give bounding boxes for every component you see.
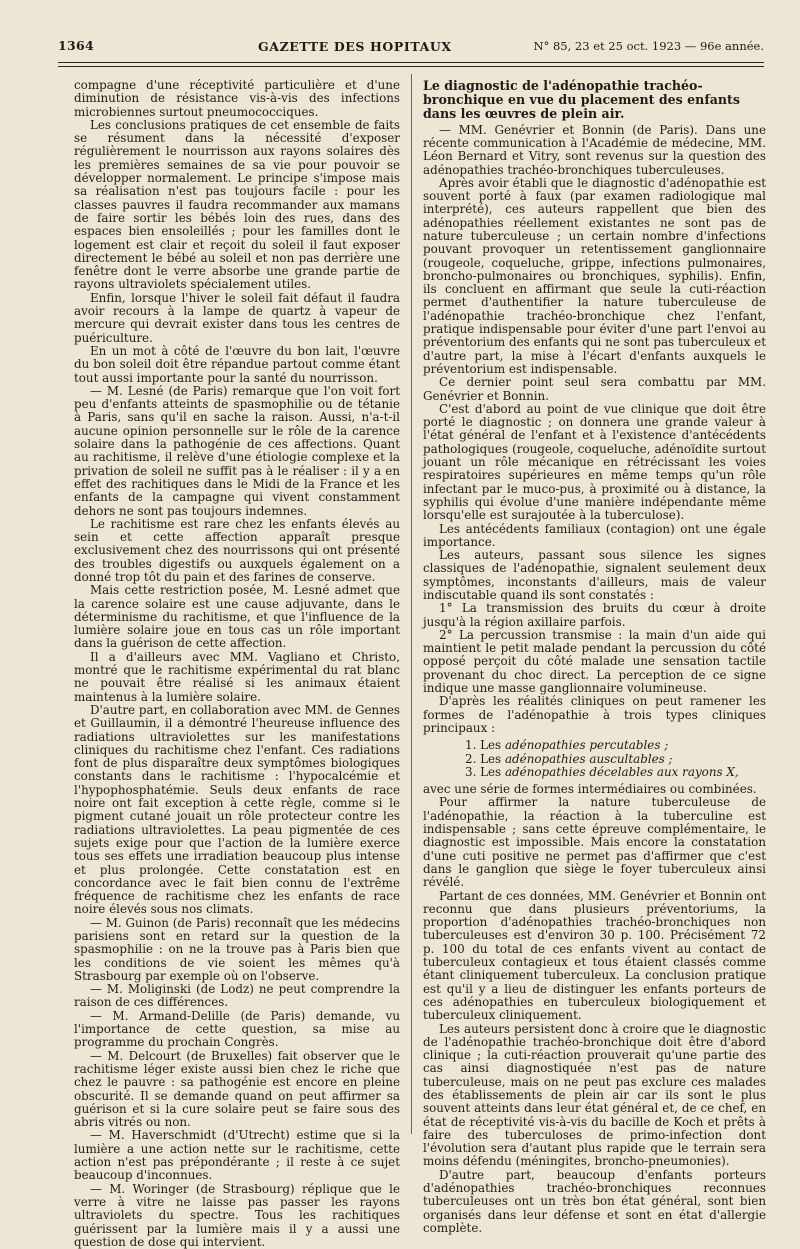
right-column bbox=[423, 78, 766, 1235]
list-item-number: 2. Les bbox=[465, 751, 502, 766]
header-rule-top bbox=[58, 62, 764, 63]
paragraph: Enfin, lorsque l'hiver le soleil fait défaut il faudra avoir recours à la lampe de quartz à vapeur de mercure qui devrait exister dans tous les centres de puériculture. bbox=[74, 290, 400, 345]
paragraph: Les antécédents familiaux (contagion) ont une égale importance. bbox=[423, 521, 766, 549]
running-header bbox=[58, 32, 764, 58]
page-number: 1364 bbox=[58, 38, 94, 53]
paragraph: Partant de ces données, MM. Genévrier et Bonnin ont reconnu que dans plusieurs préventoriums, la proportion d'adénopathies trachéo-bronchiques non tuberculeuses est d'environ 30 p. 100. Précisément 72 p. 100 du total de ces enfants vivent au contact de tuberculeux contagieux et tous étaient classés comme étant cliniquement tuberculeux. La conclusion pratique est qu'il y a lieu de distinguer les enfants porteurs de ces adénopathies en tuberculeux biologiquement et tuberculeux cliniquement. bbox=[423, 888, 766, 1023]
paragraph: Mais cette restriction posée, M. Lesné admet que la carence solaire est une cause adjuvante, dans le déterminisme du rachitisme, et que l'influence de la lumière solaire joue en tous cas un rôle important dans la guérison de cette affection. bbox=[74, 583, 400, 651]
header-rule-bottom bbox=[58, 66, 764, 67]
paragraph: D'autre part, beaucoup d'enfants porteurs d'adénopathies trachéo-bronchiques reconnues tuberculeuses ont un très bon état général, sont bien organisés dans leur défense et sont en état d'allergie complète. bbox=[423, 1167, 766, 1235]
paragraph: D'autre part, en collaboration avec MM. de Gennes et Guillaumin, il a démontré l'heureuse influence des radiations ultraviolettes sur les manifestations cliniques du rachitisme chez l'enfant. Ces radiations font de plus disparaître deux symptômes biologiques constants dans le rachitisme : l'hypocalcémie et l'hypophosphatémie. Seuls deux enfants de race noire ont fait exception à cette règle, comme si le pigment cutané jouait un rôle protecteur contre les radiations ultraviolettes. La peau pigmentée de ces sujets exige pour que l'action de la lumière exerce tous ses effets une irradiation beaucoup plus intense et plus prolongée. Cette constatation est en concordance avec le fait bien connu de l'extrême fréquence de rachitisme chez les enfants de race noire élevés sous nos climats. bbox=[74, 702, 400, 917]
paragraph: D'après les réalités cliniques on peut ramener les formes de l'adénopathie à trois types cliniques principaux : bbox=[423, 694, 766, 735]
paragraph: Il a d'ailleurs avec MM. Vagliano et Christo, montré que le rachitisme expérimental du rat blanc ne pouvait être réalisé si les animaux étaient maintenus à la lumière solaire. bbox=[74, 649, 400, 704]
paragraph: — MM. Genévrier et Bonnin (de Paris). Dans une récente communication à l'Académie de médecine, MM. Léon Bernard et Vitry, sont revenus sur la question des adénopathies trachéo-bronchiques tuberculeuses. bbox=[423, 122, 766, 177]
paragraph: — M. Delcourt (de Bruxelles) fait observer que le rachitisme léger existe aussi bien chez le riche que chez le pauvre : sa pathogénie est encore en pleine obscurité. Il se demande quand on peut affirmer sa guérison et si la cure solaire peut se faire sous des abris vitrés ou non. bbox=[74, 1048, 400, 1130]
paragraph: compagne d'une réceptivité particulière et d'une diminution de résistance vis-à-vis des infections microbiennes surtout pneumococciques. bbox=[74, 78, 400, 119]
list-item-number: 3. Les bbox=[465, 764, 502, 779]
paragraph: Le rachitisme est rare chez les enfants élevés au sein et cette affection apparaît presque exclusivement chez des nourrissons qui ont présenté des troubles digestifs ou auxquels également on a donné trop tôt du pain et des farines de conserve. bbox=[74, 516, 400, 584]
paragraph: Pour affirmer la nature tuberculeuse de l'adénopathie, la réaction à la tuberculine est indispensable ; sans cette épreuve complémentaire, le diagnostic est impossible. Mais encore la constatation d'une cuti positive ne permet pas d'affirmer que c'est dans le ganglion que siège le foyer tuberculeux ainsi révélé. bbox=[423, 795, 766, 890]
list-item bbox=[465, 739, 766, 752]
paragraph: Les conclusions pratiques de cet ensemble de faits se résument dans la nécessité d'exposer régulièrement le nourrisson aux rayons solaires dès les premières semaines de sa vie pour pouvoir se développer normalement. Le principe s'impose mais sa réalisation n'est pas toujours facile : pour les classes pauvres il faudra recommander aux mamans de faire sortir les bébés loin des rues, dans des espaces bien ensoleillés ; pour les familles dont le logement est clair et reçoit du soleil il faut exposer directement le bébé au soleil et non pas derrière une fenêtre dont le verre absorbe une grande partie de rayons ultraviolets spécialement utiles. bbox=[74, 117, 400, 292]
list-item-text: adénopathies percutables ; bbox=[504, 738, 669, 753]
paragraph: Les auteurs, passant sous silence les signes classiques de l'adénopathie, signalent seulement deux symptômes, inconstants d'ailleurs, mais de valeur indiscutable quand ils sont constatés : bbox=[423, 548, 766, 602]
journal-title: GAZETTE DES HOPITAUX bbox=[258, 39, 452, 54]
paragraph: Ce dernier point seul sera combattu par MM. Genévrier et Bonnin. bbox=[423, 375, 766, 403]
list-item-text: adénopathies auscultables ; bbox=[504, 751, 673, 766]
list-item bbox=[465, 753, 766, 766]
clinical-types-list bbox=[423, 739, 766, 779]
paragraph: — M. Guinon (de Paris) reconnaît que les médecins parisiens sont en retard sur la question de la spasmophilie : on ne la trouve pas à Paris bien que les conditions de vie soient les mêmes qu'à Strasbourg par exemple où on l'observe. bbox=[74, 915, 400, 983]
list-item bbox=[465, 766, 766, 779]
paragraph: — M. Woringer (de Strasbourg) réplique que le verre à vitre ne laisse pas passer les rayons ultraviolets du spectre. Tous les rachitiques guérissent par la lumière mais il y a aussi une question de dose qui intervient. bbox=[74, 1181, 400, 1249]
paragraph: En un mot à côté de l'œuvre du bon lait, l'œuvre du bon soleil doit être répandue partout comme étant tout aussi importante pour la santé du nourrisson. bbox=[74, 343, 400, 385]
left-column bbox=[74, 78, 400, 1249]
paragraph: C'est d'abord au point de vue clinique que doit être porté le diagnostic ; on donnera une grande valeur à l'état général de l'enfant et à l'existence d'antécédents pathologiques (rougeole, coqueluche, adénoïdite surtout jouant un rôle mécanique en rétrécissant les voies respiratoires supérieures en même temps qu'un rôle infectant par le muco-pus, à proximité ou à distance, la syphilis qui évolue d'une manière indépendante même lorsqu'elle est surajoutée à la tuberculose). bbox=[423, 401, 766, 523]
issue-info: N° 85, 23 et 25 oct. 1923 — 96e année. bbox=[533, 39, 764, 53]
paragraph: avec une série de formes intermédiaires ou combinées. bbox=[423, 782, 757, 797]
paragraph: Les auteurs persistent donc à croire que le diagnostic de l'adénopathie trachéo-bronchique doit être d'abord clinique ; la cuti-réaction prouverait qu'une partie des cas ainsi diagnostiquée n'est pas de nature tuberculeuse, mais on ne peut pas exclure ces malades des établissements de plein air car ils sont le plus souvent atteints dans leur état général et, de ce chef, en état de réceptivité vis-à-vis du bacille de Koch et prêts à faire des tuberculoses de primo-infection dont l'évolution sera d'autant plus rapide que le terrain sera moins défendu (méningites, broncho-pneumonies). bbox=[423, 1021, 766, 1169]
list-item-text: adénopathies décelables aux rayons X, bbox=[504, 764, 739, 779]
article-heading: Le diagnostic de l'adénopathie trachéo-bronchique en vue du placement des enfants dans les œuvres de plein air. bbox=[423, 78, 740, 122]
paragraph: — M. Haverschmidt (d'Utrecht) estime que si la lumière a une action nette sur le rachitisme, cette action n'est pas prépondérante ; il reste à ce sujet beaucoup d'inconnues. bbox=[74, 1128, 400, 1183]
list-item-number: 1. Les bbox=[465, 738, 502, 753]
paragraph: 1° La transmission des bruits du cœur à droite jusqu'à la région axillaire parfois. bbox=[423, 601, 766, 629]
paragraph: — M. Moliginski (de Lodz) ne peut comprendre la raison de ces différences. bbox=[74, 982, 400, 1010]
column-separator bbox=[411, 74, 412, 1134]
paragraph: — M. Lesné (de Paris) remarque que l'on voit fort peu d'enfants atteints de spasmophilie ou de tétanie à Paris, sans qu'il en sache la raison. Aussi, n'a-t-il aucune opinion personnelle sur le rôle de la carence solaire dans la pathogénie de ces affections. Quant au rachitisme, il relève d'une étiologie complexe et la privation de soleil ne suffit pas à le réaliser : il y a en effet des rachitiques dans le Midi de la France et les enfants de la campagne qui vivent constamment dehors ne sont pas toujours indemnes. bbox=[74, 383, 400, 518]
paragraph: 2° La percussion transmise : la main d'un aide qui maintient le petit malade pendant la percussion du côté opposé perçoit du côté malade une sensation tactile provenant du choc direct. La perception de ce signe indique une masse ganglionnaire volumineuse. bbox=[423, 627, 766, 696]
paragraph: Après avoir établi que le diagnostic d'adénopathie est souvent porté à faux (par examen radiologique mal interprété), ces auteurs rappellent que bien des adénopathies réellement existantes ne sont pas de nature tuberculeuse ; un certain nombre d'infections pouvant provoquer un retentissement ganglionnaire (rougeole, coqueluche, grippe, infections pulmonaires, broncho-pulmonaires ou bronchiques, syphilis). Enfin, ils concluent en affirmant que seule la cuti-réaction permet d'authentifier la nature tuberculeuse de l'adénopathie trachéo-bronchique chez l'enfant, pratique indispensable pour éviter d'une part l'envoi au préventorium des enfants qui ne sont pas tuberculeux et d'autre part, la mise à l'écart d'enfants auxquels le préventorium est indispensable. bbox=[423, 175, 766, 376]
paragraph: — M. Armand-Delille (de Paris) demande, vu l'importance de cette question, sa mise au programme du prochain Congrès. bbox=[74, 1008, 400, 1050]
